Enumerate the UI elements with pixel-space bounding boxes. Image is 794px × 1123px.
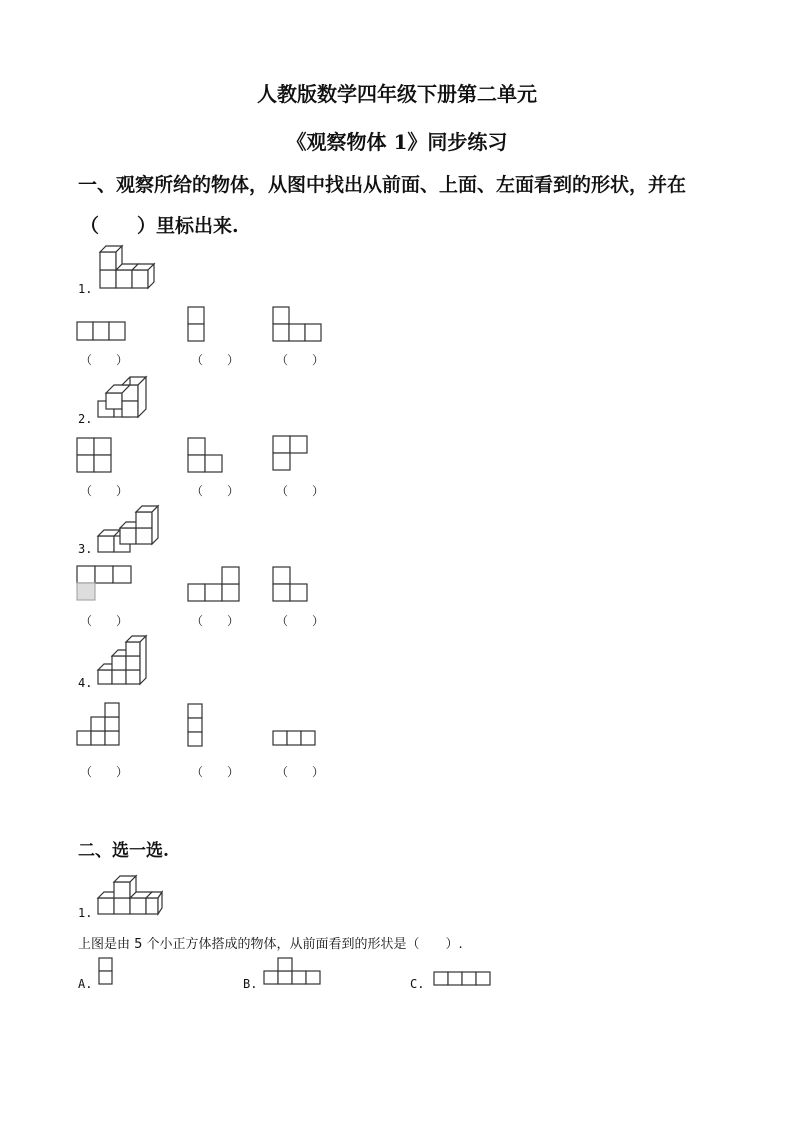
q3-view-a: [77, 566, 133, 602]
option-c-label[interactable]: C.: [410, 977, 425, 991]
question-number: 2.: [78, 412, 93, 426]
page-title: 人教版数学四年级下册第二单元: [257, 82, 537, 106]
q1-view-a: [77, 322, 129, 342]
option-b-label[interactable]: B.: [243, 977, 258, 991]
answer-blank[interactable]: （ ）: [80, 484, 129, 498]
section1-heading: 一、观察所给的物体，从图中找出从前面、上面、左面看到的形状，并在: [78, 174, 687, 196]
q1-solid-figure: [96, 248, 156, 292]
q4-view-c: [273, 731, 321, 749]
answer-blank[interactable]: （ ）: [191, 484, 240, 498]
answer-blank[interactable]: （ ）: [191, 353, 240, 367]
answer-blank[interactable]: （ ）: [276, 614, 325, 628]
q3-view-b: [188, 567, 244, 603]
option-a-label[interactable]: A.: [78, 977, 93, 991]
page-subtitle: 《观察物体 1》同步练习: [286, 130, 508, 154]
answer-blank[interactable]: （ ）: [191, 614, 240, 628]
q4-view-a: [77, 703, 125, 747]
answer-blank[interactable]: （ ）: [80, 614, 129, 628]
q3-view-c: [273, 567, 311, 603]
q3-solid-figure: [96, 508, 160, 554]
q1-view-b: [188, 307, 208, 343]
q2-view-b: [188, 438, 226, 474]
option-a-figure[interactable]: [99, 958, 117, 988]
section1-heading-cont: （ ）里标出来.: [80, 215, 239, 237]
question-number: 4.: [78, 676, 93, 690]
question-number: 3.: [78, 542, 93, 556]
q1-view-c: [273, 307, 325, 343]
answer-blank[interactable]: （ ）: [80, 353, 129, 367]
option-b-figure[interactable]: [264, 958, 326, 988]
answer-blank[interactable]: （ ）: [276, 353, 325, 367]
q2-view-c: [273, 436, 311, 472]
q4-solid-figure: [96, 634, 150, 686]
section2-heading: 二、选一选.: [78, 841, 169, 861]
answer-blank[interactable]: （ ）: [276, 765, 325, 779]
question-number: 1.: [78, 906, 93, 920]
answer-blank[interactable]: （ ）: [80, 765, 129, 779]
s2-solid-figure: [96, 874, 166, 918]
answer-blank[interactable]: （ ）: [276, 484, 325, 498]
question-text: 上图是由 5 个小正方体搭成的物体，从前面看到的形状是（ ）.: [78, 937, 463, 952]
q2-view-a: [77, 438, 115, 474]
q4-view-b: [188, 704, 208, 748]
answer-blank[interactable]: （ ）: [191, 765, 240, 779]
q2-solid-figure: [96, 377, 148, 421]
question-number: 1.: [78, 282, 93, 296]
option-c-figure[interactable]: [434, 972, 496, 990]
